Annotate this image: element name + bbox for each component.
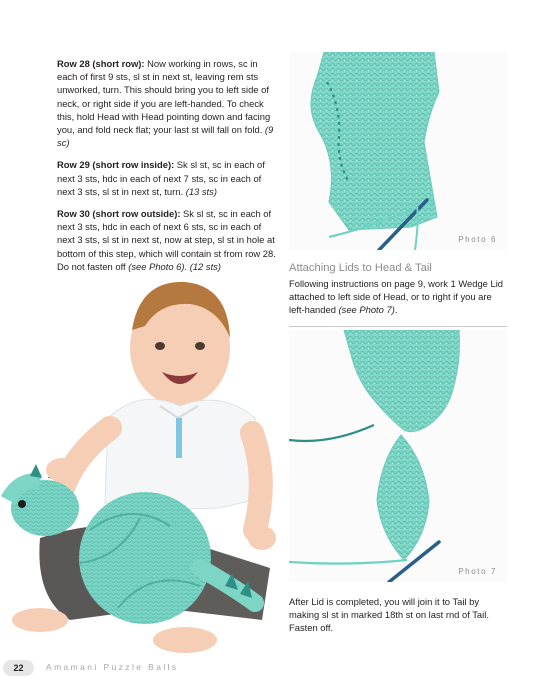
photo-7-caption: Photo 7	[458, 567, 497, 576]
photo-6	[289, 52, 507, 250]
row-28-label: Row 28 (short row):	[57, 58, 145, 69]
after-lid-instruction: After Lid is completed, you will join it to Tail by making sl st in marked 18th st on last rnd of Tail. Fasten off.	[289, 596, 489, 634]
instructions-column	[57, 57, 279, 282]
row-30-count: (see Photo 6). (12 sts)	[128, 260, 221, 272]
page-number: 22	[3, 660, 34, 676]
row-30-instruction	[57, 207, 279, 273]
section-body-ref: (see Photo 7)	[338, 304, 395, 316]
photo-7-image	[289, 330, 507, 582]
row-29-instruction	[57, 158, 279, 198]
section-heading: Attaching Lids to Head & Tail	[289, 262, 432, 274]
row-30-text: Sk sl st, sc in each of next 3 sts, hdc in each of next 6 sts, sc in each of next 3 sts, sl st in next st, now at step, sl st in hole at bottom of this step, which will contain st from row 28. Do not fasten off	[57, 208, 276, 272]
row-28-text: Now working in rows, sc in each of first 9 sts, sl st in next st, leaving rem sts unworked, turn. This should bring you to left side of neck, or right side if you are left-handed. To check this, hold Head with Head pointing down and facing you, and fold neck flat; your last st will fall on fold.	[57, 58, 271, 136]
row-29-text: Sk sl st, sc in each of next 3 sts, hdc in each of next 7 sts, sc in each of next 3 sts, sl st in next st, turn.	[57, 159, 265, 197]
photo-6-caption: Photo 6	[458, 235, 497, 244]
row-29-label: Row 29 (short row inside):	[57, 159, 175, 171]
row-30-label: Row 30 (short row outside):	[57, 208, 181, 220]
row-29-count: (13 sts)	[185, 185, 217, 197]
book-title: Amamani Puzzle Balls	[46, 662, 179, 672]
page-footer	[0, 660, 300, 676]
photo-6-image	[289, 52, 507, 250]
photo-7	[289, 330, 507, 582]
section-body-text: Following instructions on page 9, work 1 Wedge Lid attached to left side of Head, or to right if you are left-handed	[289, 278, 504, 316]
section-body	[289, 277, 507, 317]
row-28-count: (9 sc)	[57, 124, 274, 149]
row-28-instruction	[57, 57, 279, 149]
baby-with-dinosaur-photo	[0, 268, 290, 668]
section-divider	[289, 326, 507, 327]
section-body-end: .	[394, 304, 398, 316]
